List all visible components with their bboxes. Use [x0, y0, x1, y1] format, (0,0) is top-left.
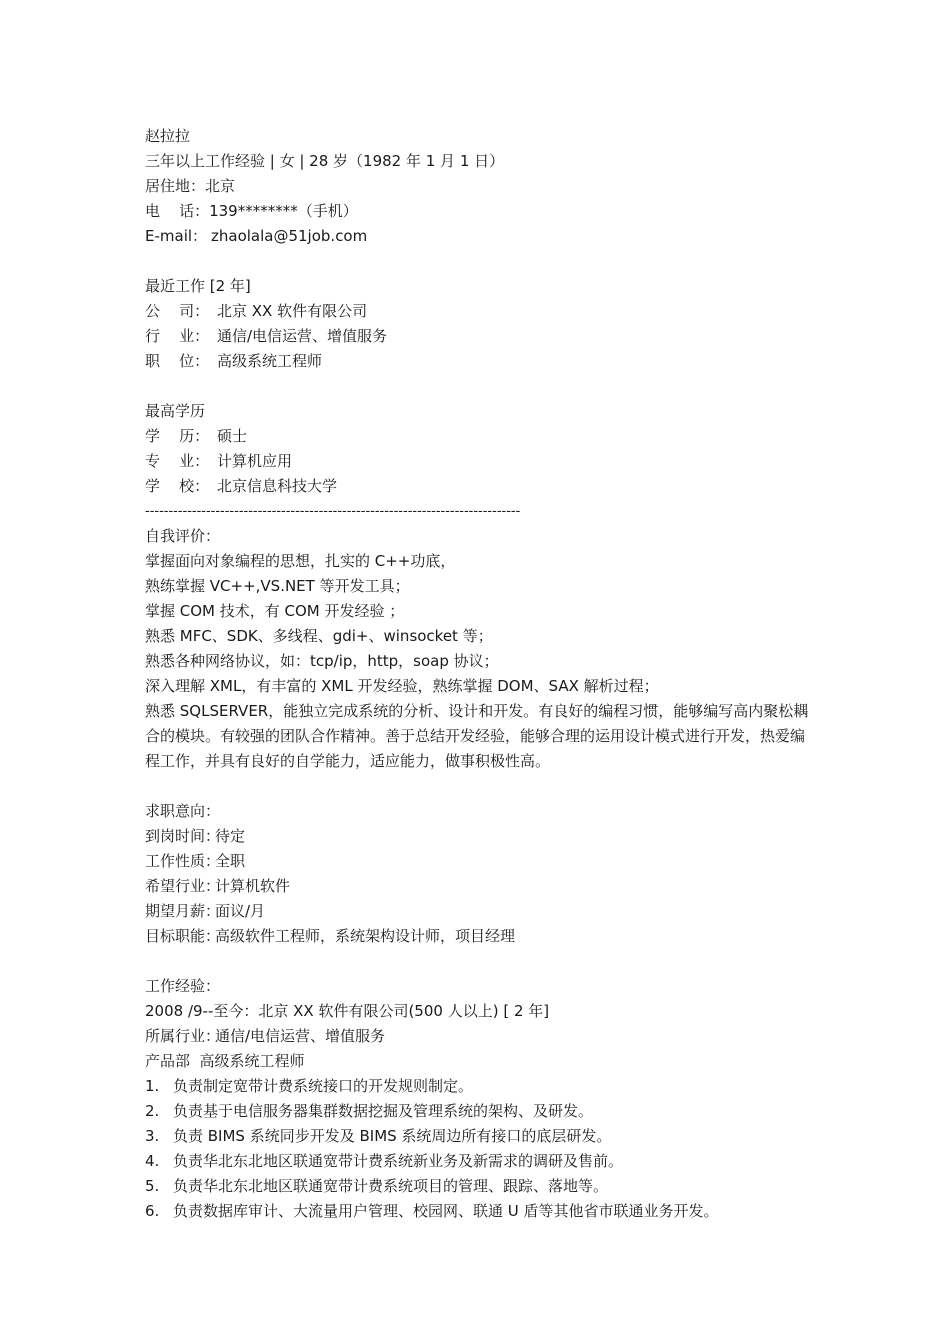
school-value: 北京信息科技大学 — [217, 477, 338, 495]
work-period: 2008 /9--至今：北京 XX 软件有限公司(500 人以上) [ 2 年] — [145, 1002, 550, 1020]
target-role-label: 目标职能： — [145, 927, 221, 945]
work-industry-label: 所属行业： — [145, 1027, 221, 1045]
degree-row — [145, 424, 825, 449]
section-divider: -------------------------------------------------------------------------------- — [145, 504, 521, 519]
arrival-value: 待定 — [215, 827, 246, 845]
recent-industry-label: 行 业： — [145, 327, 210, 345]
salary-row — [145, 899, 825, 924]
recent-industry-value: 通信/电信运营、增值服务 — [217, 327, 388, 345]
duties-list — [145, 1074, 825, 1224]
list-item — [145, 1124, 825, 1149]
list-item — [145, 1199, 825, 1224]
school-label: 学 校： — [145, 477, 210, 495]
phone-value: 139********（手机） — [209, 202, 358, 220]
target-role-value: 高级软件工程师，系统架构设计师，项目经理 — [215, 927, 516, 945]
list-item — [145, 1174, 825, 1199]
phone-row — [145, 199, 825, 224]
list-number: 2. — [145, 1102, 160, 1120]
email-label: E-mail： — [145, 227, 208, 245]
desired-industry-row — [145, 874, 825, 899]
self-eval-line: 熟悉各种网络协议，如：tcp/ip，http，soap 协议； — [145, 652, 499, 670]
arrival-label: 到岗时间： — [145, 827, 221, 845]
residence: 居住地：北京 — [145, 177, 236, 195]
recent-position-row — [145, 349, 825, 374]
list-text: 负责制定宽带计费系统接口的开发规则制定。 — [173, 1077, 474, 1095]
desired-industry-value: 计算机软件 — [215, 877, 291, 895]
self-eval-title: 自我评价： — [145, 527, 221, 545]
recent-job-title: 最近工作 [2 年] — [145, 277, 251, 295]
salary-label: 期望月薪： — [145, 902, 221, 920]
degree-value: 硕士 — [217, 427, 248, 445]
recent-company-label: 公 司： — [145, 302, 210, 320]
list-number: 5. — [145, 1177, 160, 1195]
self-eval-line: 熟悉 MFC、SDK、多线程、gdi+、winsocket 等； — [145, 627, 493, 645]
list-item — [145, 1099, 825, 1124]
work-industry-value: 通信/电信运营、增值服务 — [215, 1027, 386, 1045]
work-experience-title: 工作经验： — [145, 977, 221, 995]
desired-industry-label: 希望行业： — [145, 877, 221, 895]
arrival-row — [145, 824, 825, 849]
list-item — [145, 1149, 825, 1174]
resume-document — [145, 124, 825, 1224]
school-row — [145, 474, 825, 499]
self-eval-line: 深入理解 XML，有丰富的 XML 开发经验，熟练掌握 DOM、SAX 解析过程； — [145, 677, 659, 695]
email-row — [145, 224, 825, 249]
salary-value: 面议/月 — [215, 902, 266, 920]
self-eval-line: 掌握 COM 技术，有 COM 开发经验 ； — [145, 602, 405, 620]
recent-position-value: 高级系统工程师 — [217, 352, 323, 370]
work-type-row — [145, 849, 825, 874]
list-text: 负责 BIMS 系统同步开发及 BIMS 系统周边所有接口的底层研发。 — [173, 1127, 612, 1145]
list-text: 负责基于电信服务器集群数据挖掘及管理系统的架构、及研发。 — [173, 1102, 594, 1120]
degree-label: 学 历： — [145, 427, 210, 445]
list-number: 4. — [145, 1152, 160, 1170]
list-number: 3. — [145, 1127, 160, 1145]
work-type-value: 全职 — [215, 852, 246, 870]
self-eval-paragraph: 熟悉 SQLSERVER，能独立完成系统的分析、设计和开发。有良好的编程习惯，能够编写高内聚松耦合的模块。有较强的团队合作精神。善于总结开发经验，能够合理的运用设计模式进行开发，热爱编程工作，并具有良好的自学能力，适应能力，做事积极性高。 — [145, 702, 809, 770]
list-text: 负责华北东北地区联通宽带计费系统新业务及新需求的调研及售前。 — [173, 1152, 624, 1170]
major-label: 专 业： — [145, 452, 210, 470]
list-number: 6. — [145, 1202, 160, 1220]
self-eval-line: 熟练掌握 VC++,VS.NET 等开发工具； — [145, 577, 410, 595]
work-type-label: 工作性质： — [145, 852, 221, 870]
list-number: 1. — [145, 1077, 160, 1095]
recent-company-row — [145, 299, 825, 324]
major-row — [145, 449, 825, 474]
email-value: zhaolala@51job.com — [211, 227, 368, 245]
self-eval-line: 掌握面向对象编程的思想，扎实的 C++功底， — [145, 552, 456, 570]
job-intent-title: 求职意向： — [145, 802, 221, 820]
candidate-name: 赵拉拉 — [145, 127, 191, 145]
work-industry-row — [145, 1024, 825, 1049]
candidate-summary: 三年以上工作经验 | 女 | 28 岁（1982 年 1 月 1 日） — [145, 152, 505, 170]
major-value: 计算机应用 — [217, 452, 293, 470]
phone-label: 电 话： — [145, 202, 210, 220]
list-text: 负责数据库审计、大流量用户管理、校园网、联通 U 盾等其他省市联通业务开发。 — [173, 1202, 719, 1220]
recent-company-value: 北京 XX 软件有限公司 — [217, 302, 368, 320]
list-text: 负责华北东北地区联通宽带计费系统项目的管理、跟踪、落地等。 — [173, 1177, 609, 1195]
recent-industry-row — [145, 324, 825, 349]
education-title: 最高学历 — [145, 402, 206, 420]
dept-role: 产品部 高级系统工程师 — [145, 1052, 305, 1070]
list-item — [145, 1074, 825, 1099]
target-role-row — [145, 924, 825, 949]
recent-position-label: 职 位： — [145, 352, 210, 370]
